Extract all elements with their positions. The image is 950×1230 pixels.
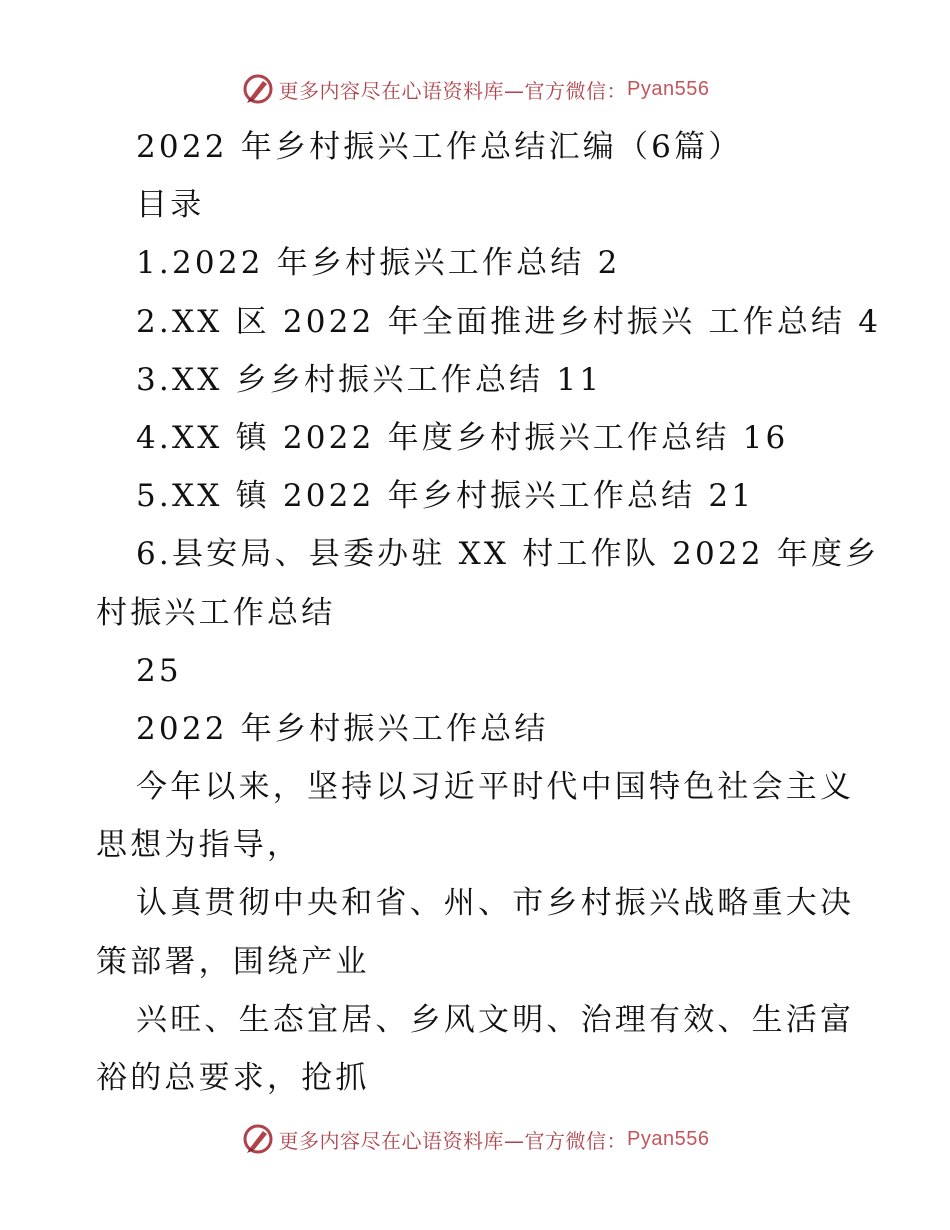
document-line: 目录 — [136, 187, 205, 224]
watermark-text: 更多内容尽在心语资料库—官方微信： — [278, 1128, 628, 1153]
document-line: 4.XX 镇 2022 年度乡村振兴工作总结 16 — [136, 419, 789, 456]
document-line: 2022 年乡村振兴工作总结 — [136, 710, 549, 747]
document-line: 兴旺、生态宜居、乡风文明、治理有效、生活富 — [136, 1001, 855, 1038]
document-line: 25 — [136, 652, 182, 689]
document-line: 2022 年乡村振兴工作总结汇编（6篇） — [136, 129, 743, 165]
document-line: 策部署，围绕产业 — [96, 943, 370, 980]
document-line: 今年以来，坚持以习近平时代中国特色社会主义 — [136, 769, 855, 806]
document-line: 1.2022 年乡村振兴工作总结 2 — [136, 245, 621, 282]
watermark-wechat-id: Pyan556 — [627, 77, 710, 100]
document-line: 5.XX 镇 2022 年乡村振兴工作总结 21 — [136, 478, 755, 515]
header-watermark — [0, 72, 950, 106]
document-body — [96, 118, 882, 1107]
document-line: 3.XX 乡乡村振兴工作总结 11 — [136, 361, 603, 398]
document-line: 认真贯彻中央和省、州、市乡村振兴战略重大决 — [136, 885, 855, 922]
document-line: 村振兴工作总结 — [96, 594, 336, 631]
document-line: 6.县安局、县委办驻 XX 村工作队 2022 年度乡 — [136, 536, 880, 573]
watermark-text: 更多内容尽在心语资料库—官方微信： — [278, 78, 628, 103]
document-line: 裕的总要求，抢抓 — [96, 1060, 370, 1096]
footer-watermark — [0, 1122, 950, 1156]
pen-logo-icon — [241, 1122, 275, 1156]
document-line: 思想为指导， — [96, 827, 302, 864]
pen-logo-icon — [241, 72, 275, 106]
watermark-wechat-id: Pyan556 — [627, 1127, 710, 1150]
document-line: 2.XX 区 2022 年全面推进乡村振兴 工作总结 4 — [136, 303, 882, 340]
